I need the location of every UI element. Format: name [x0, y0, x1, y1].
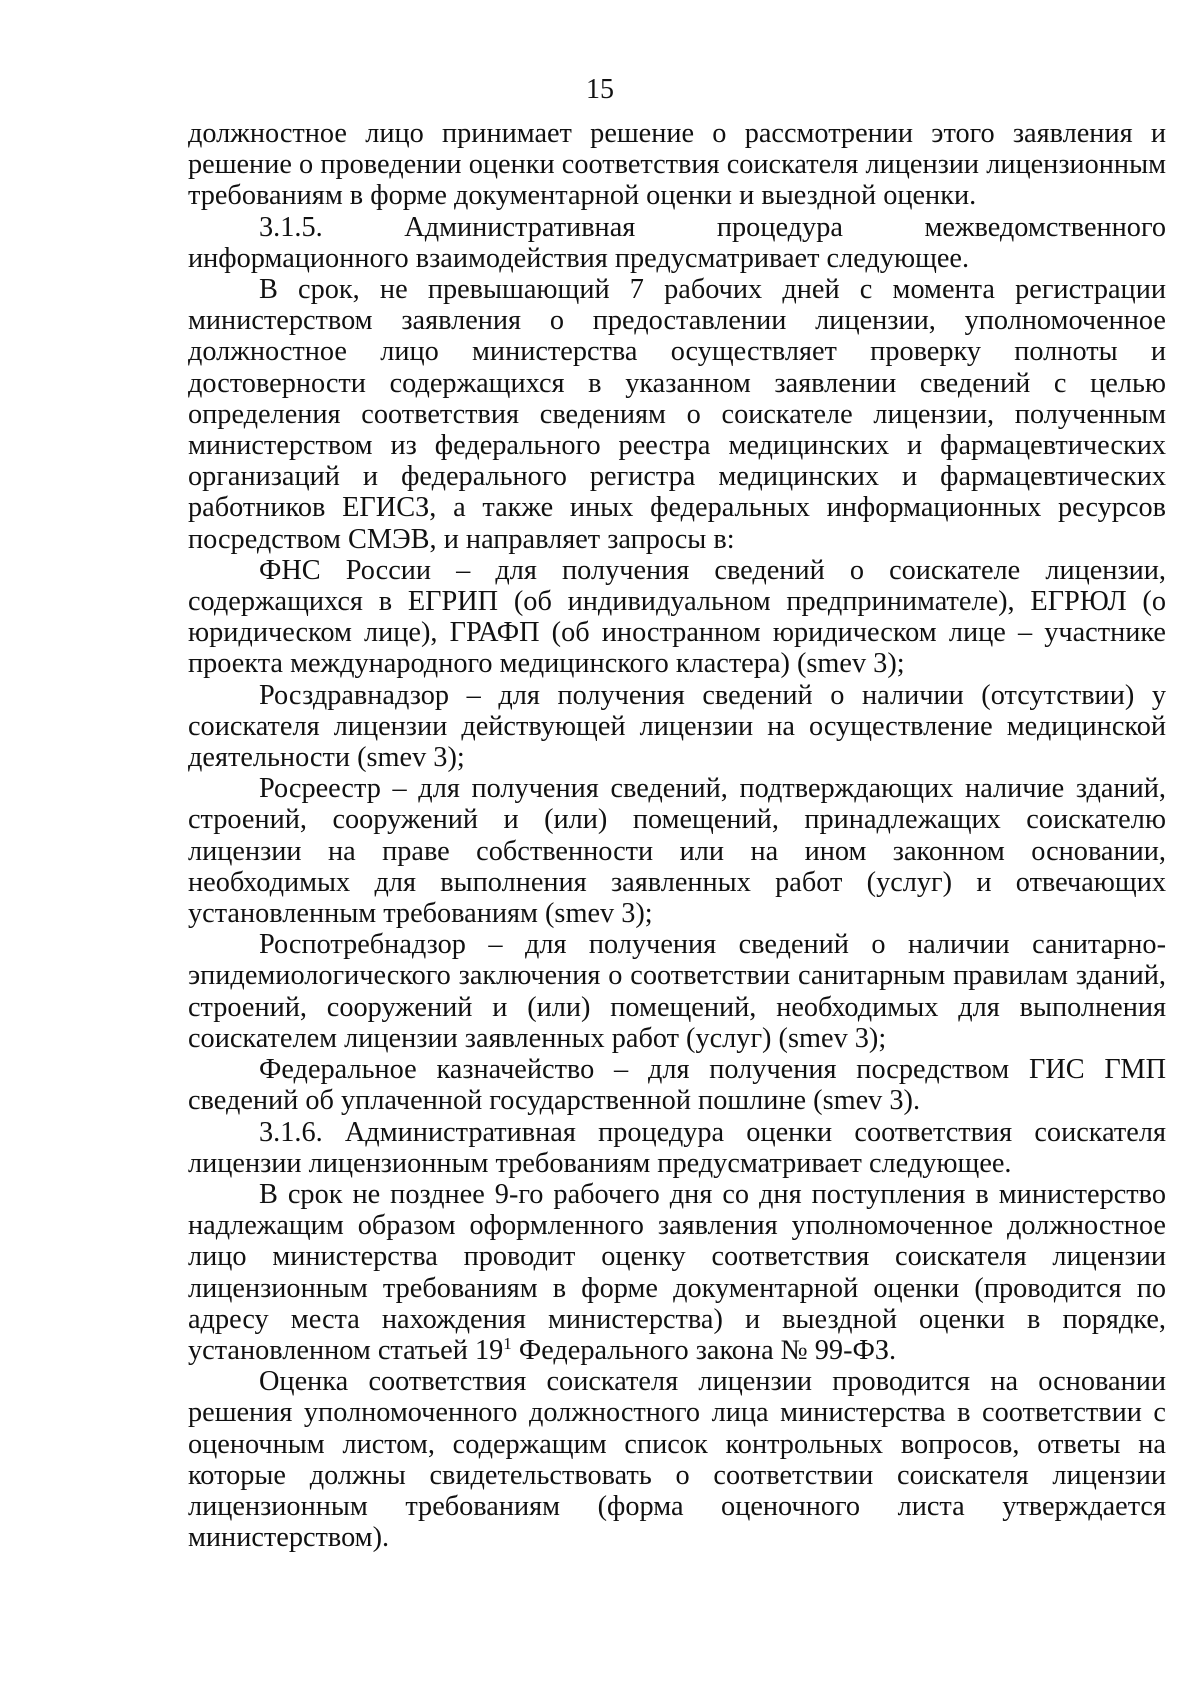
paragraph-rosreestr-request: Росреестр – для получения сведений, подтверждающих наличие зданий, строений, сооружений и (или) помещений, принадлежащих соискателю лицензии на праве собственности или на ином законном основании, необходимых для выполнения заявленных работ (услуг) и отвечающих установленным требованиям (smev 3);: [188, 773, 1166, 930]
paragraph-fns-request: ФНС России – для получения сведений о соискателе лицензии, содержащихся в ЕГРИП (об индивидуальном предпринимателе), ЕГРЮЛ (о юридическом лице), ГРАФП (об иностранном юридическом лице – участнике проекта международного медицинского кластера) (smev 3);: [188, 554, 1166, 680]
article-superscript: 1: [503, 1333, 512, 1353]
paragraph-section-3-1-5: 3.1.5. Административная процедура межведомственного информационного взаимодействия предусматривает следующее.: [188, 211, 1166, 274]
paragraph-assessment-basis: Оценка соответствия соискателя лицензии проводится на основании решения уполномоченного должностного лица министерства в соответствии с оценочным листом, содержащим список контрольных вопросов, ответы на которые должны свидетельствовать о соответствии соискателя лицензии лицензионным требованиям (форма оценочного листа утверждается министерством).: [188, 1366, 1166, 1554]
paragraph-deadline-9th-day-tail: Федерального закона № 99-ФЗ.: [511, 1334, 897, 1366]
paragraph-roszdravnadzor-request: Росздравнадзор – для получения сведений о наличии (отсутствии) у соискателя лицензии действующей лицензии на осуществление медицинской деятельности (smev 3);: [188, 679, 1166, 774]
document-body: [188, 118, 1166, 1553]
paragraph-deadline-9th-day: [188, 1179, 1166, 1366]
paragraph-deadline-9th-day-text: В срок не позднее 9-го рабочего дня со дня поступления в министерство надлежащим образом оформленного заявления уполномоченное должностное лицо министерства проводит оценку соответствия соискателя лицензии лицензионным требованиям в форме документарной оценки (проводится по адресу места нахождения министерства) и выездной оценки в порядке, установленном статьей 19: [188, 1178, 1166, 1366]
paragraph-treasury-request: Федеральное казначейство – для получения посредством ГИС ГМП сведений об уплаченной государственной пошлине (smev 3).: [188, 1054, 1166, 1117]
paragraph-deadline-7-days: В срок, не превышающий 7 рабочих дней с момента регистрации министерством заявления о предоставлении лицензии, уполномоченное должностное лицо министерства осуществляет проверку полноты и достоверности содержащихся в указанном заявлении сведений с целью определения соответствия сведениям о соискателе лицензии, полученным министерством из федерального реестра медицинских и фармацевтических организаций и федерального регистра медицинских и фармацевтических работников ЕГИСЗ, а также иных федеральных информационных ресурсов посредством СМЭВ, и направляет запросы в:: [188, 274, 1166, 555]
paragraph-rospotrebnadzor-request: Роспотребнадзор – для получения сведений о наличии санитарно-эпидемиологического заключения о соответствии санитарным правилам зданий, строений, сооружений и (или) помещений, необходимых для выполнения соискателем лицензии заявленных работ (услуг) (smev 3);: [188, 929, 1166, 1054]
paragraph-section-3-1-6: 3.1.6. Административная процедура оценки соответствия соискателя лицензии лицензионным требованиям предусматривает следующее.: [188, 1116, 1166, 1179]
paragraph-continuation: должностное лицо принимает решение о рассмотрении этого заявления и решение о проведении оценки соответствия соискателя лицензии лицензионным требованиям в форме документарной оценки и выездной оценки.: [188, 118, 1166, 212]
page-number: 15: [586, 74, 614, 105]
